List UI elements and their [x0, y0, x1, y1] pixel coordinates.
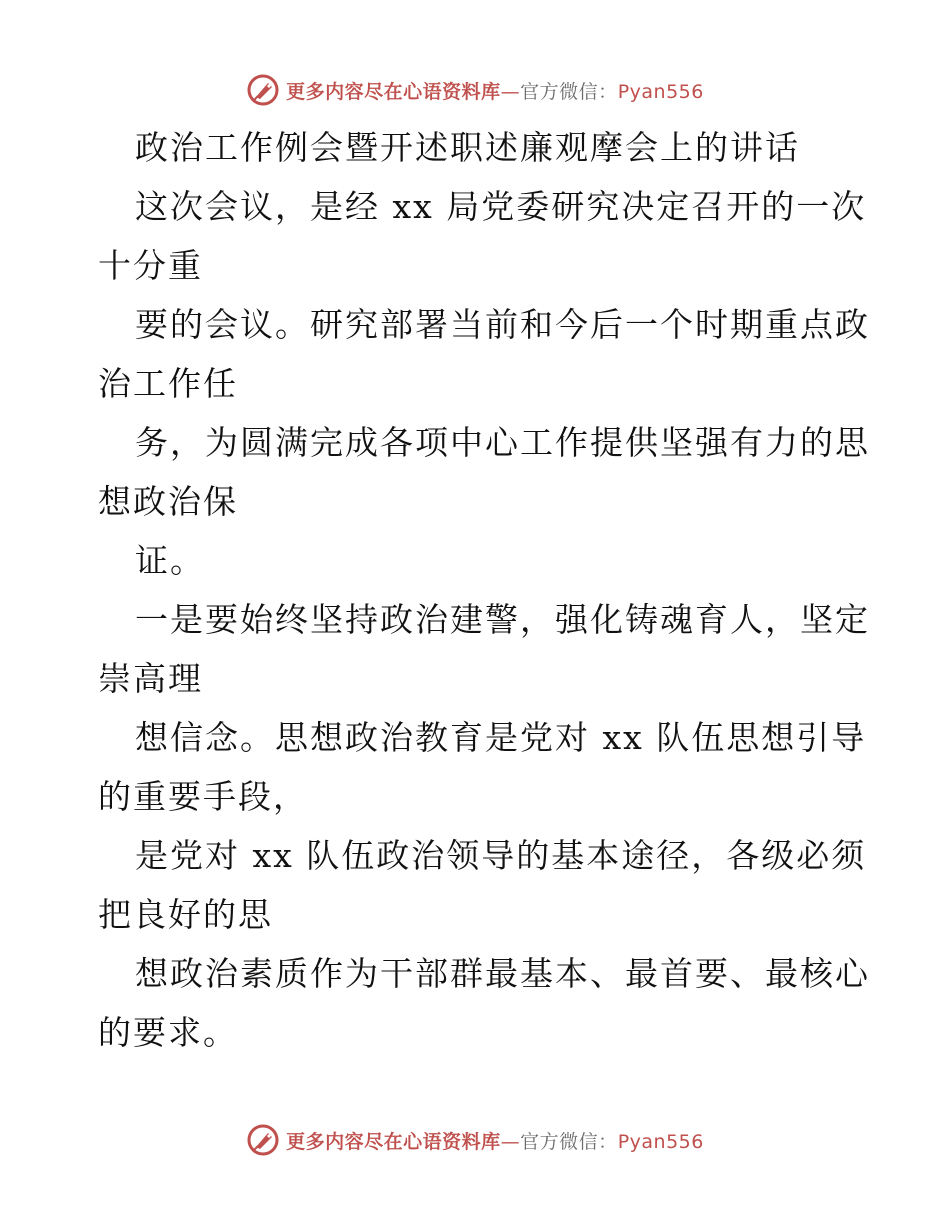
text-line: 想信念。思想政治教育是党对 xx 队伍思想引导 — [135, 718, 867, 757]
text-line: 要的会议。研究部署当前和今后一个时期重点政 — [135, 305, 870, 344]
pen-nib-seal-icon — [246, 73, 280, 107]
text-line: 的重要手段， — [98, 777, 308, 816]
header-separator: — — [500, 80, 521, 103]
footer-banner-text — [286, 1127, 704, 1154]
footer-brand: 更多内容尽在心语资料库 — [286, 1130, 501, 1153]
text-line: 崇高理 — [98, 659, 203, 698]
text-line: 想政治素质作为干部群最基本、最首要、最核心 — [135, 954, 870, 993]
text-line: 是党对 xx 队伍政治领导的基本途径，各级必须 — [135, 836, 867, 875]
text-line: 把良好的思 — [98, 895, 273, 934]
text-line: 这次会议，是经 xx 局党委研究决定召开的一次 — [135, 187, 867, 226]
pen-nib-seal-icon — [246, 1123, 280, 1157]
text-line: 十分重 — [98, 246, 203, 285]
header-banner — [0, 68, 950, 112]
footer-wechat-label: 官方微信： — [520, 1130, 618, 1153]
text-line: 务，为圆满完成各项中心工作提供坚强有力的思 — [135, 423, 870, 462]
footer-wechat-id: Pyan556 — [617, 1130, 704, 1153]
text-line: 证。 — [135, 541, 205, 580]
text-line: 的要求。 — [98, 1013, 238, 1052]
document-title: 政治工作例会暨开述职述廉观摩会上的讲话 — [135, 128, 800, 167]
document-body — [98, 118, 870, 1062]
text-line: 一是要始终坚持政治建警，强化铸魂育人，坚定 — [135, 600, 870, 639]
footer-banner — [0, 1118, 950, 1162]
header-wechat-label: 官方微信： — [520, 80, 618, 103]
text-line: 想政治保 — [98, 482, 238, 521]
header-wechat-id: Pyan556 — [617, 80, 704, 103]
footer-separator: — — [500, 1130, 521, 1153]
header-banner-text — [286, 77, 704, 104]
text-line: 治工作任 — [98, 364, 238, 403]
header-brand: 更多内容尽在心语资料库 — [286, 80, 501, 103]
